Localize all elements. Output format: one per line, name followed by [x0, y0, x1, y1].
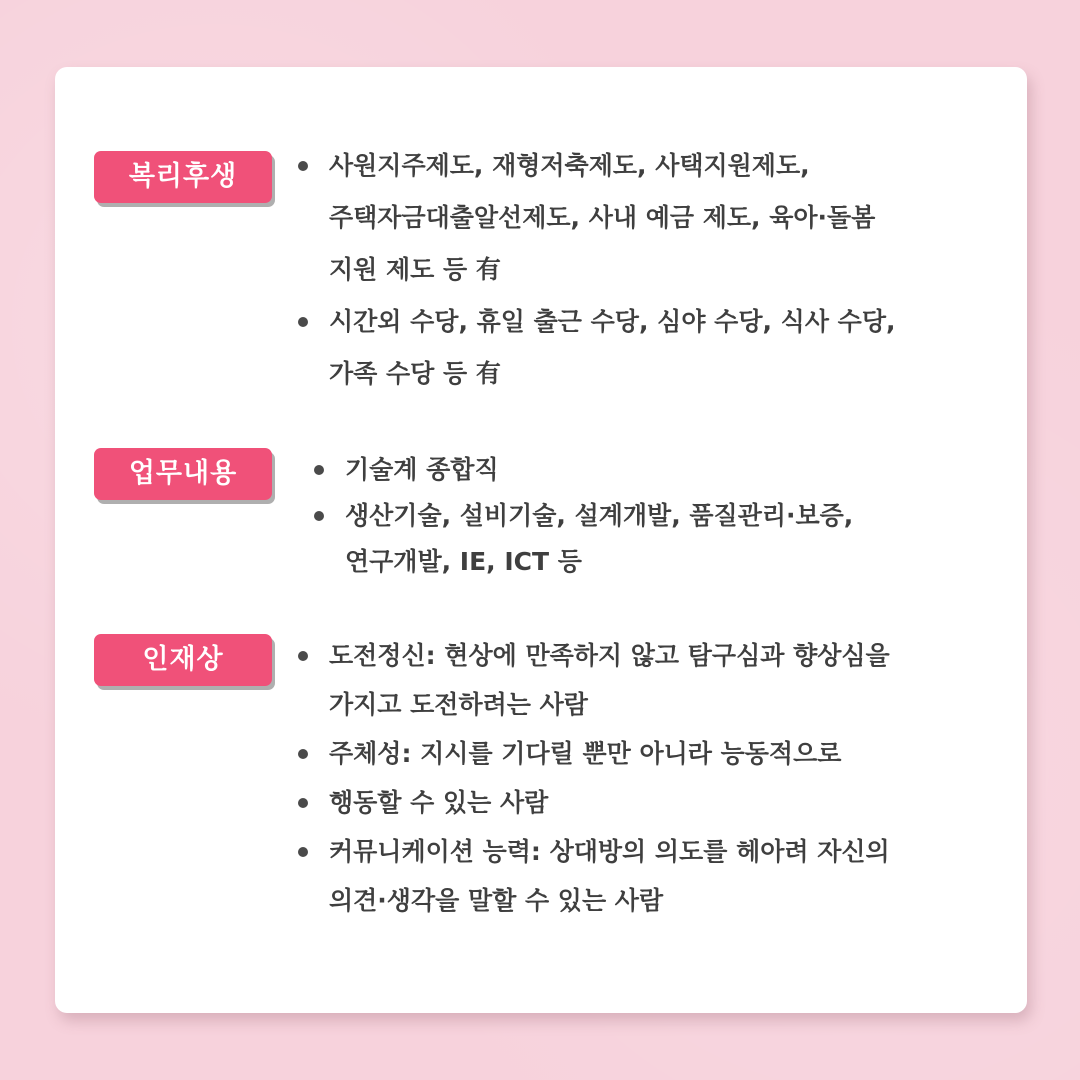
list-item — [298, 140, 978, 296]
bullet-icon — [298, 749, 308, 759]
item-line: 생산기술, 설비기술, 설계개발, 품질관리·보증, — [345, 501, 854, 530]
ideal-talent-list — [298, 631, 978, 925]
list-item — [314, 447, 994, 493]
item-line: 주체성: 지시를 기다릴 뿐만 아니라 능동적으로 — [329, 739, 842, 768]
content-card — [55, 67, 1027, 1013]
item-line: 커뮤니케이션 능력: 상대방의 의도를 헤아려 자신의 — [329, 837, 890, 866]
list-item — [298, 729, 978, 778]
bullet-icon — [298, 651, 308, 661]
bullet-icon — [298, 847, 308, 857]
item-line: 도전정신: 현상에 만족하지 않고 탐구심과 향상심을 — [329, 641, 890, 670]
list-item — [298, 631, 978, 729]
list-item — [314, 493, 994, 585]
bullet-icon — [314, 511, 324, 521]
item-line: 연구개발, IE, ICT 등 — [345, 547, 582, 576]
item-line: 주택자금대출알선제도, 사내 예금 제도, 육아·돌봄 — [329, 203, 876, 232]
bullet-icon — [298, 798, 308, 808]
item-line: 행동할 수 있는 사람 — [329, 788, 549, 817]
list-item — [298, 827, 978, 925]
list-item — [298, 778, 978, 827]
list-item — [298, 296, 978, 400]
ideal-talent-tag: 인재상 — [94, 634, 272, 686]
job-description-list — [314, 447, 994, 585]
item-line: 지원 제도 등 有 — [329, 255, 501, 284]
item-line: 가지고 도전하려는 사람 — [329, 690, 588, 719]
item-line: 사원지주제도, 재형저축제도, 사택지원제도, — [329, 151, 810, 180]
welfare-list — [298, 140, 978, 400]
item-line: 가족 수당 등 有 — [329, 359, 501, 388]
welfare-tag: 복리후생 — [94, 151, 272, 203]
item-line: 기술계 종합직 — [345, 455, 499, 484]
bullet-icon — [298, 161, 308, 171]
bullet-icon — [298, 317, 308, 327]
job-description-tag: 업무내용 — [94, 448, 272, 500]
item-line: 시간외 수당, 휴일 출근 수당, 심야 수당, 식사 수당, — [329, 307, 896, 336]
item-line: 의견·생각을 말할 수 있는 사람 — [329, 886, 664, 915]
bullet-icon — [314, 465, 324, 475]
